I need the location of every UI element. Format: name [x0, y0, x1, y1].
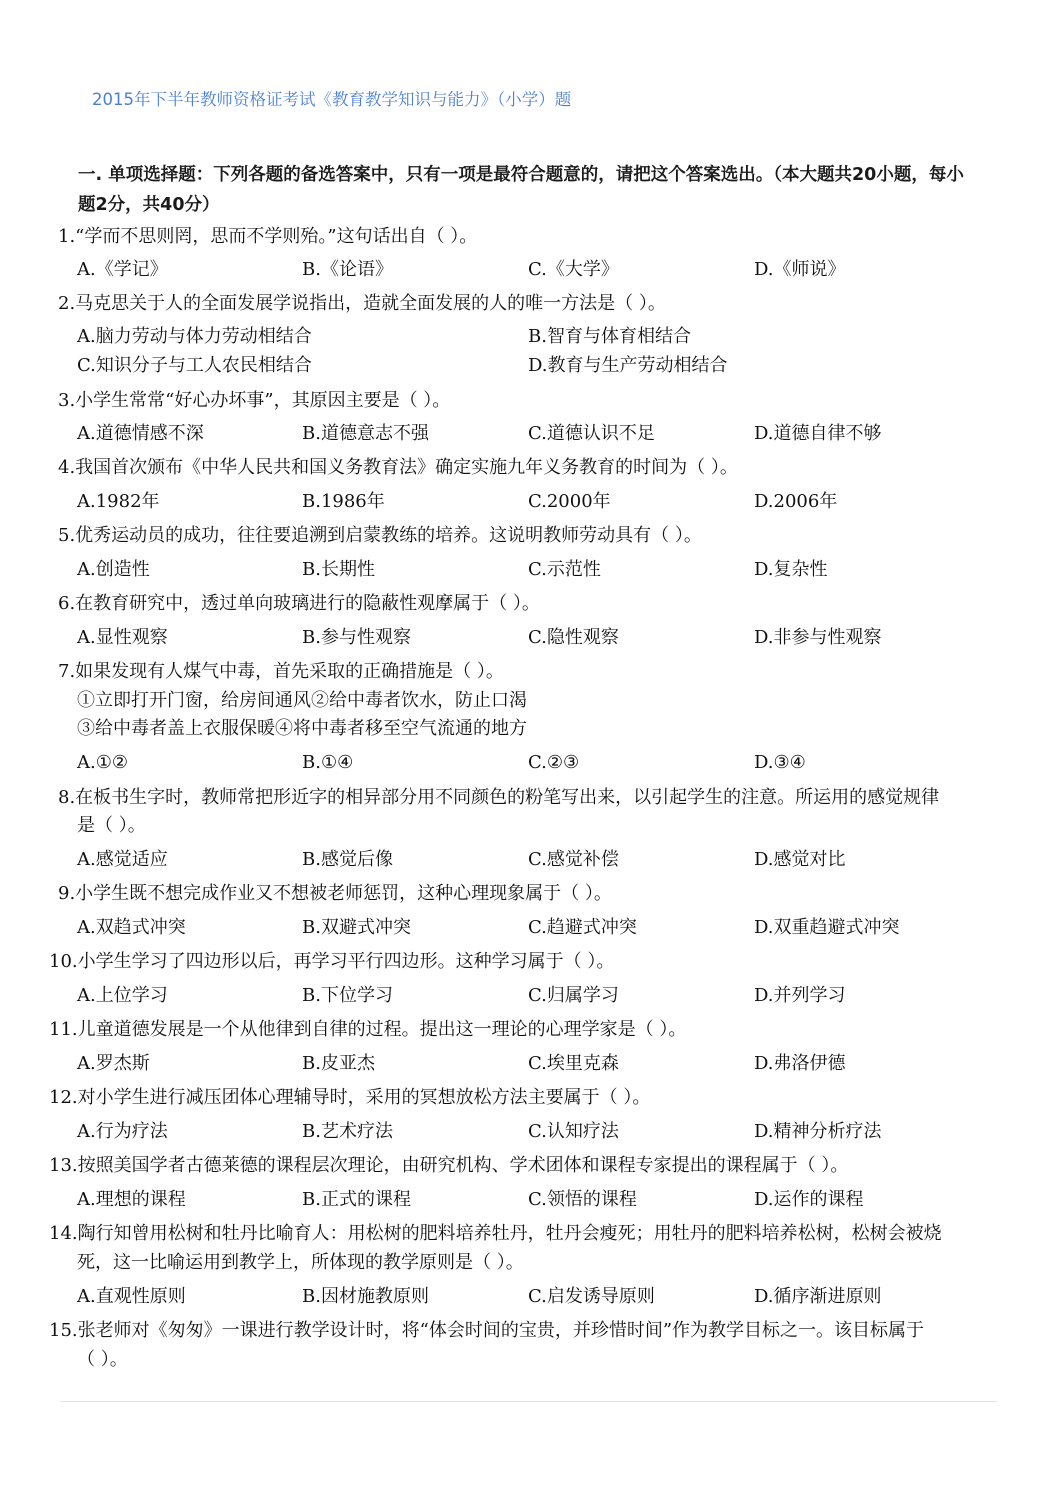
option: D.道德自律不够 [754, 423, 882, 444]
option: A.脑力劳动与体力劳动相结合 [77, 326, 312, 347]
option: A.双趋式冲突 [77, 917, 186, 938]
option: D.③④ [754, 752, 806, 773]
option: C.知识分子与工人农民相结合 [77, 355, 312, 376]
option: C.示范性 [528, 559, 601, 580]
option: B.《论语》 [302, 259, 393, 280]
question-stem: 13.按照美国学者古德莱德的课程层次理论，由研究机构、学术团体和课程专家提出的课程属于（ ）。 [49, 1155, 849, 1176]
option: D.非参与性观察 [754, 627, 882, 648]
question-stem: 11.儿童道德发展是一个从他律到自律的过程。提出这一理论的心理学家是（ ）。 [49, 1019, 687, 1040]
question-stem: 3.小学生常常“好心办坏事”，其原因主要是（ ）。 [58, 390, 451, 411]
option: D.并列学习 [754, 985, 846, 1006]
question-stem-continued: 死，这一比喻运用到教学上，所体现的教学原则是（ ）。 [77, 1252, 524, 1273]
sub-item: ③给中毒者盖上衣服保暖④将中毒者移至空气流通的地方 [77, 718, 527, 739]
question-stem: 5.优秀运动员的成功，往往要追溯到启蒙教练的培养。这说明教师劳动具有（ ）。 [58, 525, 702, 546]
question-stem: 6.在教育研究中，透过单向玻璃进行的隐蔽性观摩属于（ ）。 [58, 593, 540, 614]
option: B.因材施教原则 [302, 1286, 429, 1307]
page-divider [60, 1401, 997, 1402]
question-stem-continued: 是（ ）。 [77, 815, 146, 836]
option: B.长期性 [302, 559, 375, 580]
option: B.参与性观察 [302, 627, 411, 648]
option: B.1986年 [302, 491, 385, 512]
question-stem: 8.在板书生字时，教师常把形近字的相异部分用不同颜色的粉笔写出来，以引起学生的注意。所运用的感觉规律 [58, 787, 940, 808]
option: C.归属学习 [528, 985, 619, 1006]
option: B.下位学习 [302, 985, 393, 1006]
option: A.感觉适应 [77, 849, 168, 870]
option: D.精神分析疗法 [754, 1121, 882, 1142]
option: B.皮亚杰 [302, 1053, 375, 1074]
option: D.《师说》 [754, 259, 846, 280]
option: D.教育与生产劳动相结合 [528, 355, 728, 376]
question-stem: 15.张老师对《匆匆》一课进行教学设计时，将“体会时间的宝贵，并珍惜时间”作为教学目标之一。该目标属于 [49, 1320, 925, 1341]
option: D.双重趋避式冲突 [754, 917, 900, 938]
question-stem: 12.对小学生进行减压团体心理辅导时，采用的冥想放松方法主要属于（ ）。 [49, 1087, 651, 1108]
option: B.双避式冲突 [302, 917, 411, 938]
option: C.②③ [528, 752, 580, 773]
option: B.艺术疗法 [302, 1121, 393, 1142]
option: C.埃里克森 [528, 1053, 619, 1074]
option: A.行为疗法 [77, 1121, 168, 1142]
option: A.理想的课程 [77, 1189, 186, 1210]
question-stem: 7.如果发现有人煤气中毒，首先采取的正确措施是（ ）。 [58, 661, 504, 682]
option: B.①④ [302, 752, 354, 773]
option: C.道德认识不足 [528, 423, 655, 444]
option: A.1982年 [77, 491, 160, 512]
question-stem: 10.小学生学习了四边形以后，再学习平行四边形。这种学习属于（ ）。 [49, 951, 615, 972]
option: C.感觉补偿 [528, 849, 619, 870]
option: D.循序渐进原则 [754, 1286, 882, 1307]
document-title: 2015年下半年教师资格证考试《教育教学知识与能力》（小学）题 [92, 90, 572, 109]
option: B.智育与体育相结合 [528, 326, 691, 347]
option: A.《学记》 [77, 259, 168, 280]
sub-item: ①立即打开门窗，给房间通风②给中毒者饮水，防止口渴 [77, 690, 527, 711]
option: A.罗杰斯 [77, 1053, 150, 1074]
option: D.复杂性 [754, 559, 828, 580]
option: A.上位学习 [77, 985, 168, 1006]
option: D.弗洛伊德 [754, 1053, 846, 1074]
option: B.感觉后像 [302, 849, 393, 870]
option: C.启发诱导原则 [528, 1286, 655, 1307]
option: C.《大学》 [528, 259, 619, 280]
option: C.领悟的课程 [528, 1189, 637, 1210]
option: D.2006年 [754, 491, 838, 512]
option: C.认知疗法 [528, 1121, 619, 1142]
option: B.正式的课程 [302, 1189, 411, 1210]
question-stem-continued: （ ）。 [77, 1349, 128, 1370]
question-stem: 1.“学而不思则罔，思而不学则殆。”这句话出自（ ）。 [58, 226, 478, 247]
option: A.道德情感不深 [77, 423, 204, 444]
question-stem: 2.马克思关于人的全面发展学说指出，造就全面发展的人的唯一方法是（ ）。 [58, 293, 666, 314]
option: A.①② [77, 752, 128, 773]
question-stem: 9.小学生既不想完成作业又不想被老师惩罚，这种心理现象属于（ ）。 [58, 883, 612, 904]
option: A.直观性原则 [77, 1286, 186, 1307]
option: D.运作的课程 [754, 1189, 864, 1210]
section-header: 一. 单项选择题：下列各题的备选答案中，只有一项是最符合题意的，请把这个答案选出。（本大题共20小题，每小题2分，共40分） [78, 165, 964, 215]
option: C.2000年 [528, 491, 611, 512]
option: A.显性观察 [77, 627, 168, 648]
option: C.趋避式冲突 [528, 917, 637, 938]
question-stem: 14.陶行知曾用松树和牡丹比喻育人：用松树的肥料培养牡丹，牡丹会瘦死；用牡丹的肥料培养松树，松树会被烧 [49, 1223, 942, 1244]
option: D.感觉对比 [754, 849, 846, 870]
option: A.创造性 [77, 559, 150, 580]
option: B.道德意志不强 [302, 423, 429, 444]
question-stem: 4.我国首次颁布《中华人民共和国义务教育法》确定实施九年义务教育的时间为（ ）。 [58, 457, 738, 478]
option: C.隐性观察 [528, 627, 619, 648]
